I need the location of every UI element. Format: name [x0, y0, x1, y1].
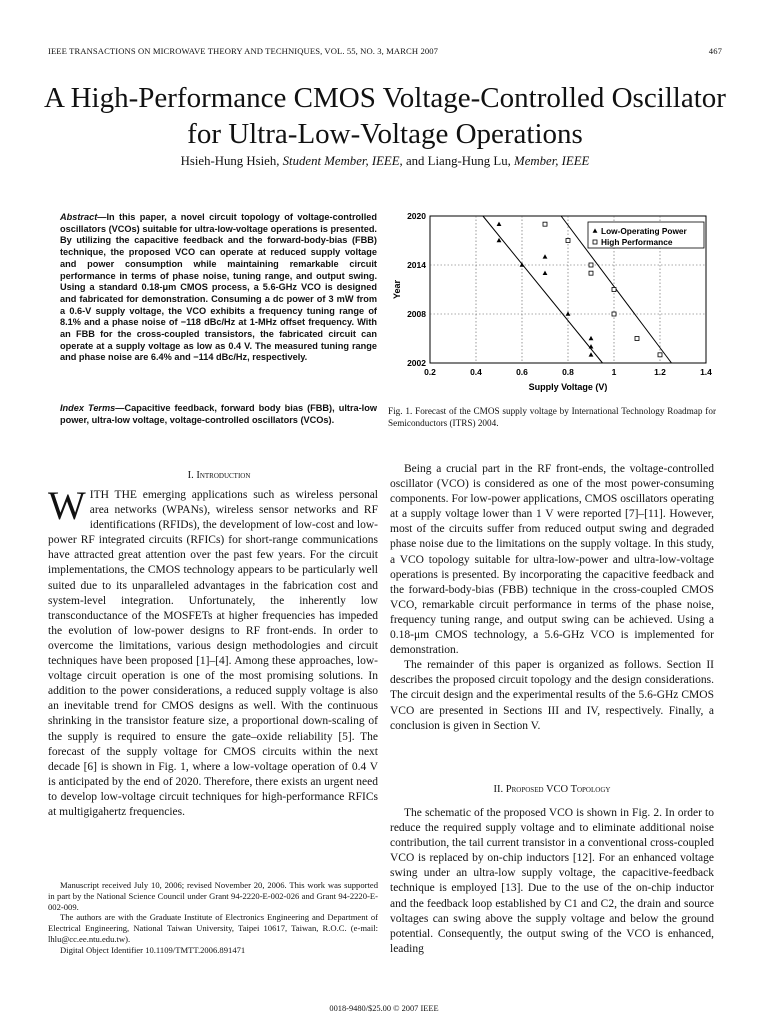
intro-paragraph-2: Being a crucial part in the RF front-ends, the voltage-controlled oscillator (VCO) is considered as one of the most power-consuming components. For low-power applications, CMOS oscillators operating at a supply voltage lower than 1 V were reported [7]–[11]. However, most of the circuits suffer from reduced output swing and degraded phase noise due to the limitations on the supply voltage. In this study, a VCO topology suitable for ultra-low-power and ultra-low-voltage operations is presented. By incorporating the capacitive feedback and the forward-body-bias (FBB) technique in the cross-coupled CMOS VCO, remarkable circuit performance in terms of the phase noise, frequency tuning range, and output swing can be achieved. Using a 0.18-μm CMOS technology, a 5.6-GHz VCO is implemented for demonstration.	[390, 463, 714, 657]
index-terms-lead: Index Terms	[60, 403, 116, 413]
y-tick-label: 2008	[407, 309, 426, 319]
journal-name: IEEE TRANSACTIONS ON MICROWAVE THEORY AND TECHNIQUES, VOL. 55, NO. 3, MARCH 2007	[48, 46, 439, 56]
author-line	[40, 154, 730, 169]
section-2-paragraph-1-text: The schematic of the proposed VCO is shown in Fig. 2. In order to reduce the required supply voltage and to eliminate additional noise contribution, the tail current transistor in a conventional cross-coupled VCO is replaced by on-chip inductors [12]. For an enhanced voltage swing under an ultra-low supply voltage, the capacitive-feedback technique is employed [13]. Due to the use of the on-chip inductor and the feedback loop established by C1 and C2, the drain and source voltages can swing above the supply voltage and below the ground potential. Consequently, the output swing of the VCO is enhanced, leading	[390, 807, 714, 955]
square-point	[543, 222, 547, 226]
section-2-title: Proposed VCO Topology	[505, 784, 611, 795]
triangle-point	[520, 262, 525, 266]
intro-paragraphs-right	[390, 462, 714, 734]
author1-name: Hsieh-Hung Hsieh,	[180, 154, 280, 168]
legend-label: High Performance	[601, 237, 673, 247]
author2-name: Liang-Hung Lu,	[427, 154, 511, 168]
section-2-number: II.	[493, 784, 504, 795]
x-tick-label: 0.4	[470, 367, 482, 377]
section-1-number: I.	[187, 470, 194, 481]
section-2-heading	[393, 784, 711, 795]
x-tick-label: 1.2	[654, 367, 666, 377]
square-point	[589, 271, 593, 275]
page-number: 467	[708, 46, 722, 56]
index-terms	[60, 403, 377, 426]
x-tick-label: 0.6	[516, 367, 528, 377]
square-point	[612, 288, 616, 292]
triangle-point	[543, 271, 548, 275]
running-header	[48, 46, 722, 56]
dropcap-letter: W	[48, 483, 86, 528]
y-tick-label: 2002	[407, 358, 426, 368]
author-and: and	[405, 154, 425, 168]
square-point	[612, 312, 616, 316]
section-1-heading	[60, 470, 378, 481]
abstract	[60, 212, 377, 364]
y-axis-label: Year	[392, 279, 402, 300]
supply-voltage-chart	[388, 208, 724, 403]
x-tick-label: 0.2	[424, 367, 436, 377]
figure-1-caption: Fig. 1. Forecast of the CMOS supply voltage by International Technology Roadmap for Semiconductors (ITRS) 2004.	[388, 406, 716, 428]
section-1-title: Introduction	[196, 470, 251, 481]
square-point	[658, 353, 662, 357]
x-tick-label: 0.8	[562, 367, 574, 377]
triangle-point	[543, 254, 548, 258]
index-terms-text: —Capacitive feedback, forward body bias (FBB), ultra-low power, ultra-low voltage, voltage-controlled oscillators (VCOs).	[60, 403, 377, 425]
square-point	[566, 239, 570, 243]
x-tick-label: 1.4	[700, 367, 712, 377]
trend-line-1	[483, 216, 603, 363]
square-point	[589, 263, 593, 267]
author1-role: Student Member, IEEE,	[282, 154, 403, 168]
figure-1	[388, 208, 724, 403]
intro-paragraph-1	[48, 483, 378, 820]
author2-role: Member, IEEE	[514, 154, 590, 168]
abstract-text: —In this paper, a novel circuit topology of voltage-controlled oscillators (VCOs) suitable for ultra-low-voltage operations is presented. By utilizing the capacitive feedback and the forward-body-bias (FBB) technique, the proposed VCO can operate at reduced supply voltage and power consumption while maintaining remarkable circuit performance in terms of phase noise, tuning range, and output swing. Using a standard 0.18-μm CMOS process, a 5.6-GHz VCO is designed and fabricated for demonstration. Consuming a dc power of 3 mW from a 0.6-V supply voltage, the VCO exhibits a frequency tuning range of 8.1% and a phase noise of −118 dBc/Hz at 1-MHz offset frequency. With an FBB for the cross-coupled transistors, the fabricated circuit can operate at a supply voltage as low as 0.4 V. The measured tuning range and phase noise are 6.4% and −114 dBc/Hz, respectively.	[60, 212, 377, 363]
intro-paragraph-1-text: ITH THE emerging applications such as wireless personal area networks (WPANs), wireless sensor networks and RF identifications (RFIDs), the development of low-cost and low-power RF integrated circuits (RFICs) for short-range communications have attracted great attention over the past few years. For the circuit implementations, the CMOS technology appears to be particularly well suited due to its unparalleled advantages in the fabrication cost and system-level integration. Unfortunately, the inherently low transconductance of the MOSFETs at higher frequencies has impeded the evolution of low-power designs to RF front-ends. In order to overcome the limitations, various design methodologies and circuit techniques have been proposed [1]–[4]. Among these approaches, low-voltage circuit operation is one of the most promising solutions. In addition to the power considerations, a reduced supply voltage is also an inevitable trend for CMOS designs as well. With the continuous shrinking in the transistor feature size, a proportional down-scaling of the supply is required to ensure the gate–oxide reliability [5]. The forecast of the supply voltage for CMOS circuits within the next decade [6] is shown in Fig. 1, where a low-voltage operation of 0.4 V is anticipated by the end of 2020. Therefore, there exists an urgent need to develop low-voltage circuit techniques for high-performance RFICs at multigigahertz frequencies.	[48, 489, 378, 818]
footnote-manuscript: Manuscript received July 10, 2006; revised November 20, 2006. This work was supported in part by the National Science Council under Grant 94-2220-E-002-026 and Grant 94-2220-E-002-009.	[48, 880, 378, 912]
page-footer: 0018-9480/$25.00 © 2007 IEEE	[329, 1004, 439, 1013]
triangle-point	[497, 222, 502, 226]
triangle-point	[566, 311, 571, 315]
legend-label: Low-Operating Power	[601, 226, 687, 236]
triangle-point	[589, 352, 594, 356]
paper-title: A High-Performance CMOS Voltage-Controlled Oscillator for Ultra-Low-Voltage Operations	[44, 82, 726, 150]
legend-square-marker	[593, 240, 597, 244]
section-2-paragraph-1	[390, 806, 714, 957]
footnote-affiliation: The authors are with the Graduate Institute of Electronics Engineering and Department of Electrical Engineering, National Taiwan University, Taipei 10617, Taiwan, R.O.C. (e-mail: lhlu@cc.ee.ntu.edu.tw).	[48, 912, 378, 944]
triangle-point	[589, 336, 594, 340]
abstract-lead: Abstract	[60, 212, 98, 222]
square-point	[635, 337, 639, 341]
footnote	[48, 880, 378, 956]
y-tick-label: 2014	[407, 260, 426, 270]
x-axis-label: Supply Voltage (V)	[528, 382, 608, 392]
footnote-doi: Digital Object Identifier 10.1109/TMTT.2006.891471	[60, 944, 246, 955]
intro-paragraph-3: The remainder of this paper is organized as follows. Section II describes the proposed circuit topology and the design considerations. The circuit design and the experimental results of the 5.6-GHz CMOS VCO are presented in Sections III and IV, respectively. Finally, a conclusion is given in Section V.	[390, 659, 714, 732]
y-tick-label: 2020	[407, 211, 426, 221]
x-tick-label: 1	[611, 367, 617, 377]
